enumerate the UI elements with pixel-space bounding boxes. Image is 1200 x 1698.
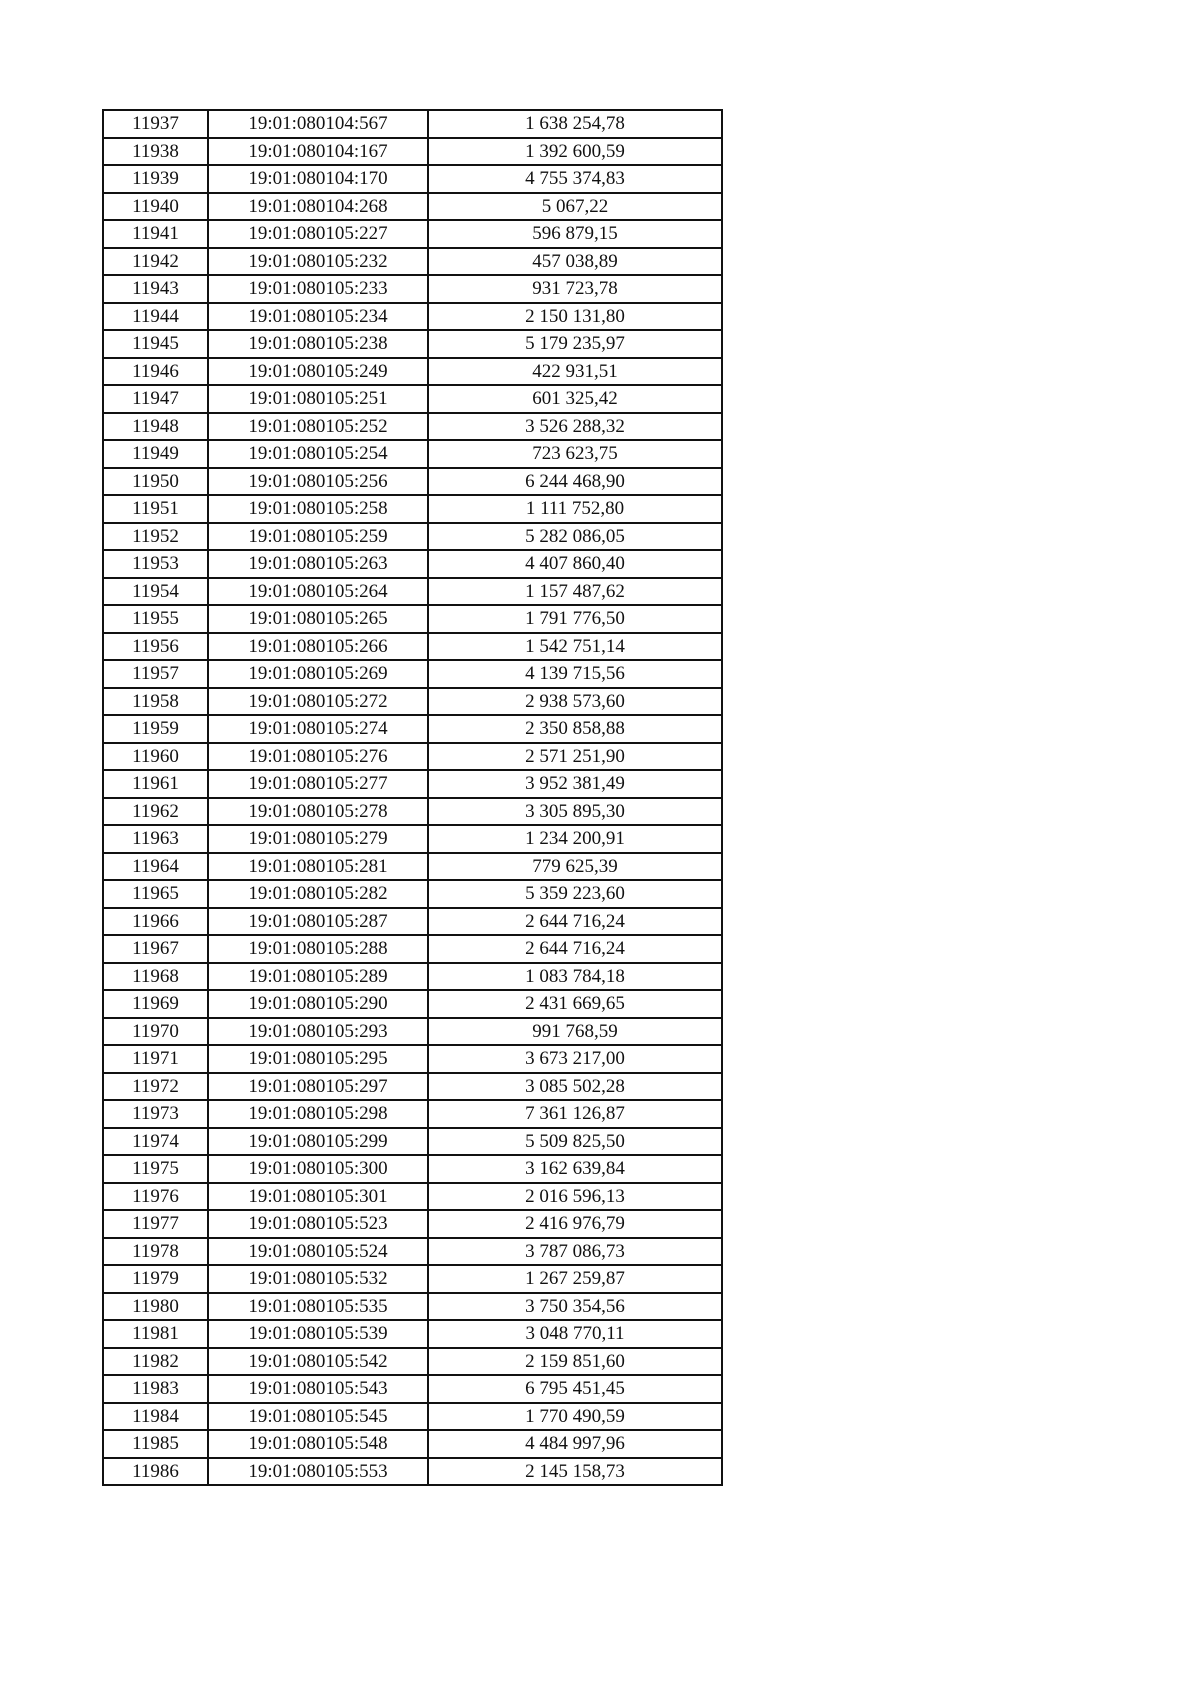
- cadastral-number-cell: 19:01:080105:282: [208, 880, 428, 908]
- cadastral-value-cell: 2 938 573,60: [428, 688, 722, 716]
- cadastral-number-cell: 19:01:080105:227: [208, 220, 428, 248]
- cadastral-value-cell: 2 416 976,79: [428, 1210, 722, 1238]
- cadastral-value-cell: 3 750 354,56: [428, 1293, 722, 1321]
- table-row: [103, 1375, 722, 1403]
- table-row: [103, 1018, 722, 1046]
- cadastral-value-cell: 1 234 200,91: [428, 825, 722, 853]
- row-number-cell: 11952: [103, 523, 208, 551]
- cadastral-number-cell: 19:01:080105:274: [208, 715, 428, 743]
- cadastral-number-cell: 19:01:080105:276: [208, 743, 428, 771]
- cadastral-number-cell: 19:01:080105:543: [208, 1375, 428, 1403]
- cadastral-number-cell: 19:01:080105:290: [208, 990, 428, 1018]
- table-row: [103, 1430, 722, 1458]
- row-number-cell: 11978: [103, 1238, 208, 1266]
- row-number-cell: 11956: [103, 633, 208, 661]
- cadastral-value-cell: 2 644 716,24: [428, 908, 722, 936]
- row-number-cell: 11982: [103, 1348, 208, 1376]
- cadastral-number-cell: 19:01:080105:293: [208, 1018, 428, 1046]
- cadastral-value-cell: 2 145 158,73: [428, 1458, 722, 1486]
- cadastral-value-cell: 1 157 487,62: [428, 578, 722, 606]
- cadastral-value-cell: 6 244 468,90: [428, 468, 722, 496]
- cadastral-value-cell: 1 638 254,78: [428, 110, 722, 138]
- row-number-cell: 11942: [103, 248, 208, 276]
- cadastral-value-cell: 3 162 639,84: [428, 1155, 722, 1183]
- table-row: [103, 798, 722, 826]
- row-number-cell: 11954: [103, 578, 208, 606]
- table-row: [103, 193, 722, 221]
- table-row: [103, 1183, 722, 1211]
- cadastral-number-cell: 19:01:080105:264: [208, 578, 428, 606]
- table-row: [103, 110, 722, 138]
- cadastral-number-cell: 19:01:080105:301: [208, 1183, 428, 1211]
- cadastral-number-cell: 19:01:080105:279: [208, 825, 428, 853]
- row-number-cell: 11943: [103, 275, 208, 303]
- table-row: [103, 633, 722, 661]
- cadastral-number-cell: 19:01:080105:295: [208, 1045, 428, 1073]
- row-number-cell: 11984: [103, 1403, 208, 1431]
- table-row: [103, 825, 722, 853]
- table-row: [103, 660, 722, 688]
- table-row: [103, 523, 722, 551]
- table-row: [103, 1458, 722, 1486]
- row-number-cell: 11962: [103, 798, 208, 826]
- cadastral-value-cell: 2 644 716,24: [428, 935, 722, 963]
- cadastral-number-cell: 19:01:080105:299: [208, 1128, 428, 1156]
- cadastral-number-cell: 19:01:080105:234: [208, 303, 428, 331]
- cadastral-number-cell: 19:01:080105:539: [208, 1320, 428, 1348]
- row-number-cell: 11986: [103, 1458, 208, 1486]
- row-number-cell: 11938: [103, 138, 208, 166]
- table-row: [103, 1073, 722, 1101]
- cadastral-value-cell: 779 625,39: [428, 853, 722, 881]
- cadastral-number-cell: 19:01:080105:272: [208, 688, 428, 716]
- row-number-cell: 11949: [103, 440, 208, 468]
- cadastral-value-cell: 5 179 235,97: [428, 330, 722, 358]
- table-row: [103, 1128, 722, 1156]
- cadastral-number-cell: 19:01:080105:266: [208, 633, 428, 661]
- row-number-cell: 11979: [103, 1265, 208, 1293]
- cadastral-number-cell: 19:01:080105:238: [208, 330, 428, 358]
- cadastral-value-cell: 1 267 259,87: [428, 1265, 722, 1293]
- row-number-cell: 11964: [103, 853, 208, 881]
- table-row: [103, 605, 722, 633]
- cadastral-value-cell: 6 795 451,45: [428, 1375, 722, 1403]
- row-number-cell: 11961: [103, 770, 208, 798]
- table-row: [103, 165, 722, 193]
- table-row: [103, 990, 722, 1018]
- row-number-cell: 11953: [103, 550, 208, 578]
- table-row: [103, 385, 722, 413]
- row-number-cell: 11941: [103, 220, 208, 248]
- table-row: [103, 1293, 722, 1321]
- row-number-cell: 11972: [103, 1073, 208, 1101]
- cadastral-value-table: [102, 109, 723, 1486]
- table-row: [103, 303, 722, 331]
- cadastral-value-cell: 596 879,15: [428, 220, 722, 248]
- cadastral-value-cell: 3 048 770,11: [428, 1320, 722, 1348]
- cadastral-value-cell: 2 150 131,80: [428, 303, 722, 331]
- cadastral-number-cell: 19:01:080105:297: [208, 1073, 428, 1101]
- table-row: [103, 1045, 722, 1073]
- cadastral-number-cell: 19:01:080105:265: [208, 605, 428, 633]
- row-number-cell: 11980: [103, 1293, 208, 1321]
- cadastral-number-cell: 19:01:080105:269: [208, 660, 428, 688]
- cadastral-number-cell: 19:01:080105:256: [208, 468, 428, 496]
- cadastral-value-cell: 3 673 217,00: [428, 1045, 722, 1073]
- cadastral-number-cell: 19:01:080105:254: [208, 440, 428, 468]
- cadastral-value-cell: 3 305 895,30: [428, 798, 722, 826]
- cadastral-value-cell: 422 931,51: [428, 358, 722, 386]
- cadastral-number-cell: 19:01:080105:532: [208, 1265, 428, 1293]
- row-number-cell: 11960: [103, 743, 208, 771]
- cadastral-number-cell: 19:01:080105:263: [208, 550, 428, 578]
- table-row: [103, 1100, 722, 1128]
- row-number-cell: 11966: [103, 908, 208, 936]
- table-row: [103, 908, 722, 936]
- cadastral-value-cell: 5 359 223,60: [428, 880, 722, 908]
- table-row: [103, 330, 722, 358]
- cadastral-value-cell: 4 139 715,56: [428, 660, 722, 688]
- cadastral-number-cell: 19:01:080105:252: [208, 413, 428, 441]
- cadastral-value-cell: 723 623,75: [428, 440, 722, 468]
- table-row: [103, 715, 722, 743]
- cadastral-value-cell: 2 350 858,88: [428, 715, 722, 743]
- cadastral-value-cell: 991 768,59: [428, 1018, 722, 1046]
- cadastral-value-cell: 1 392 600,59: [428, 138, 722, 166]
- cadastral-number-cell: 19:01:080105:298: [208, 1100, 428, 1128]
- row-number-cell: 11955: [103, 605, 208, 633]
- row-number-cell: 11969: [103, 990, 208, 1018]
- cadastral-number-cell: 19:01:080105:524: [208, 1238, 428, 1266]
- table-body: [103, 110, 722, 1485]
- table-row: [103, 1348, 722, 1376]
- row-number-cell: 11975: [103, 1155, 208, 1183]
- row-number-cell: 11947: [103, 385, 208, 413]
- cadastral-value-cell: 3 526 288,32: [428, 413, 722, 441]
- row-number-cell: 11973: [103, 1100, 208, 1128]
- row-number-cell: 11948: [103, 413, 208, 441]
- row-number-cell: 11946: [103, 358, 208, 386]
- table-row: [103, 1403, 722, 1431]
- table-row: [103, 1265, 722, 1293]
- table-row: [103, 468, 722, 496]
- row-number-cell: 11959: [103, 715, 208, 743]
- cadastral-value-cell: 4 484 997,96: [428, 1430, 722, 1458]
- row-number-cell: 11950: [103, 468, 208, 496]
- table-row: [103, 853, 722, 881]
- cadastral-value-cell: 5 067,22: [428, 193, 722, 221]
- cadastral-value-cell: 601 325,42: [428, 385, 722, 413]
- cadastral-value-cell: 3 952 381,49: [428, 770, 722, 798]
- cadastral-number-cell: 19:01:080105:232: [208, 248, 428, 276]
- table-row: [103, 743, 722, 771]
- table-row: [103, 688, 722, 716]
- table-row: [103, 880, 722, 908]
- cadastral-value-cell: 2 431 669,65: [428, 990, 722, 1018]
- cadastral-number-cell: 19:01:080105:251: [208, 385, 428, 413]
- cadastral-value-cell: 1 083 784,18: [428, 963, 722, 991]
- table-row: [103, 550, 722, 578]
- cadastral-number-cell: 19:01:080105:278: [208, 798, 428, 826]
- row-number-cell: 11970: [103, 1018, 208, 1046]
- cadastral-number-cell: 19:01:080105:258: [208, 495, 428, 523]
- cadastral-number-cell: 19:01:080104:567: [208, 110, 428, 138]
- row-number-cell: 11944: [103, 303, 208, 331]
- cadastral-value-cell: 3 787 086,73: [428, 1238, 722, 1266]
- cadastral-number-cell: 19:01:080105:277: [208, 770, 428, 798]
- table-row: [103, 138, 722, 166]
- cadastral-number-cell: 19:01:080105:289: [208, 963, 428, 991]
- row-number-cell: 11937: [103, 110, 208, 138]
- table-row: [103, 275, 722, 303]
- table-row: [103, 220, 722, 248]
- row-number-cell: 11974: [103, 1128, 208, 1156]
- document-page: [102, 109, 723, 1486]
- row-number-cell: 11976: [103, 1183, 208, 1211]
- cadastral-number-cell: 19:01:080105:523: [208, 1210, 428, 1238]
- row-number-cell: 11945: [103, 330, 208, 358]
- table-row: [103, 358, 722, 386]
- cadastral-number-cell: 19:01:080105:233: [208, 275, 428, 303]
- row-number-cell: 11971: [103, 1045, 208, 1073]
- row-number-cell: 11939: [103, 165, 208, 193]
- cadastral-number-cell: 19:01:080105:545: [208, 1403, 428, 1431]
- cadastral-number-cell: 19:01:080105:259: [208, 523, 428, 551]
- table-row: [103, 495, 722, 523]
- cadastral-value-cell: 457 038,89: [428, 248, 722, 276]
- row-number-cell: 11965: [103, 880, 208, 908]
- cadastral-value-cell: 1 111 752,80: [428, 495, 722, 523]
- row-number-cell: 11968: [103, 963, 208, 991]
- table-row: [103, 770, 722, 798]
- cadastral-value-cell: 1 770 490,59: [428, 1403, 722, 1431]
- cadastral-number-cell: 19:01:080105:287: [208, 908, 428, 936]
- cadastral-number-cell: 19:01:080105:249: [208, 358, 428, 386]
- cadastral-value-cell: 7 361 126,87: [428, 1100, 722, 1128]
- table-row: [103, 1210, 722, 1238]
- table-row: [103, 413, 722, 441]
- cadastral-number-cell: 19:01:080105:535: [208, 1293, 428, 1321]
- row-number-cell: 11957: [103, 660, 208, 688]
- row-number-cell: 11977: [103, 1210, 208, 1238]
- cadastral-value-cell: 5 509 825,50: [428, 1128, 722, 1156]
- row-number-cell: 11940: [103, 193, 208, 221]
- cadastral-value-cell: 2 571 251,90: [428, 743, 722, 771]
- cadastral-number-cell: 19:01:080105:288: [208, 935, 428, 963]
- row-number-cell: 11963: [103, 825, 208, 853]
- cadastral-value-cell: 2 159 851,60: [428, 1348, 722, 1376]
- table-row: [103, 1320, 722, 1348]
- row-number-cell: 11985: [103, 1430, 208, 1458]
- table-row: [103, 1155, 722, 1183]
- row-number-cell: 11983: [103, 1375, 208, 1403]
- row-number-cell: 11958: [103, 688, 208, 716]
- cadastral-value-cell: 2 016 596,13: [428, 1183, 722, 1211]
- table-row: [103, 578, 722, 606]
- cadastral-value-cell: 3 085 502,28: [428, 1073, 722, 1101]
- cadastral-value-cell: 4 407 860,40: [428, 550, 722, 578]
- cadastral-value-cell: 4 755 374,83: [428, 165, 722, 193]
- cadastral-number-cell: 19:01:080104:268: [208, 193, 428, 221]
- cadastral-number-cell: 19:01:080105:548: [208, 1430, 428, 1458]
- cadastral-value-cell: 931 723,78: [428, 275, 722, 303]
- row-number-cell: 11967: [103, 935, 208, 963]
- table-row: [103, 935, 722, 963]
- cadastral-number-cell: 19:01:080104:167: [208, 138, 428, 166]
- row-number-cell: 11981: [103, 1320, 208, 1348]
- cadastral-value-cell: 1 542 751,14: [428, 633, 722, 661]
- cadastral-number-cell: 19:01:080104:170: [208, 165, 428, 193]
- cadastral-number-cell: 19:01:080105:553: [208, 1458, 428, 1486]
- table-row: [103, 440, 722, 468]
- cadastral-value-cell: 1 791 776,50: [428, 605, 722, 633]
- cadastral-number-cell: 19:01:080105:281: [208, 853, 428, 881]
- cadastral-number-cell: 19:01:080105:300: [208, 1155, 428, 1183]
- row-number-cell: 11951: [103, 495, 208, 523]
- table-row: [103, 248, 722, 276]
- cadastral-value-cell: 5 282 086,05: [428, 523, 722, 551]
- table-row: [103, 1238, 722, 1266]
- table-row: [103, 963, 722, 991]
- cadastral-number-cell: 19:01:080105:542: [208, 1348, 428, 1376]
